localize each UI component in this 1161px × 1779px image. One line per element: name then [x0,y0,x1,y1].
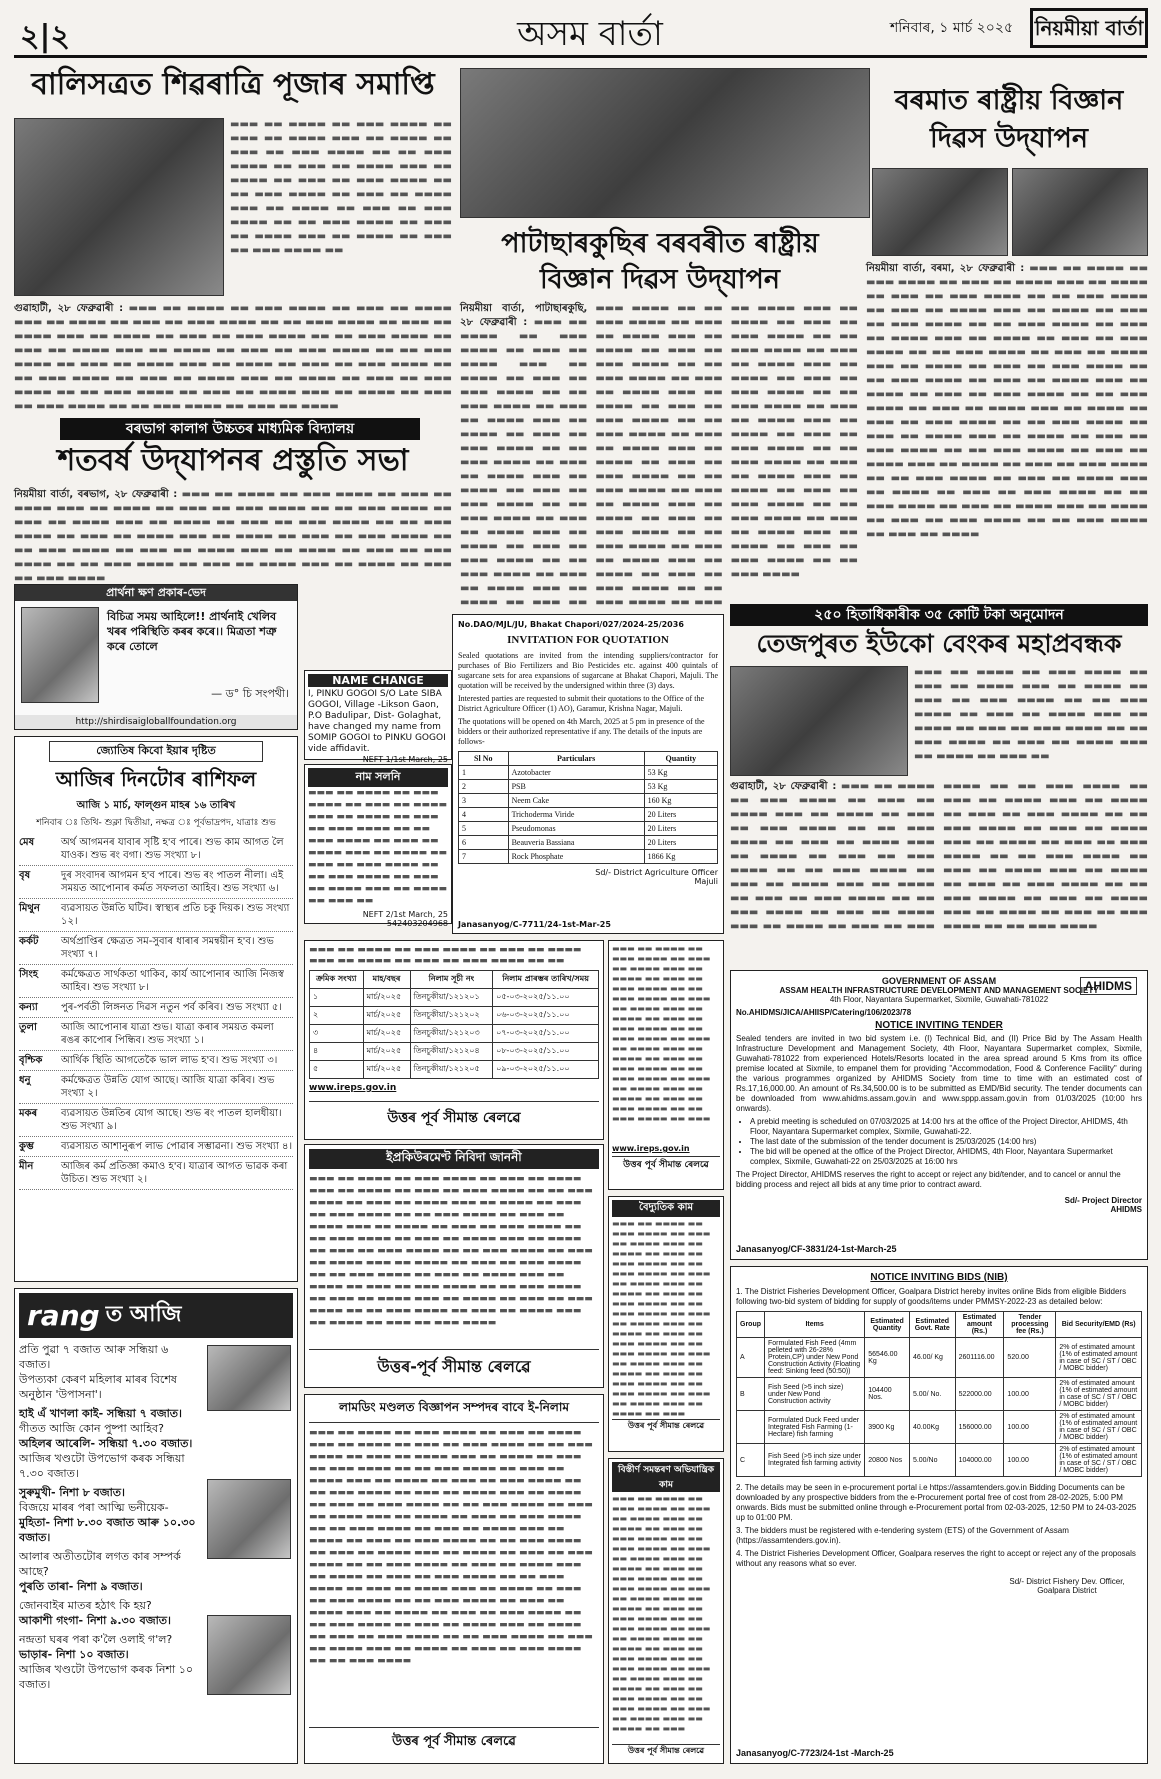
col-header: ক্ৰমিক সংখ্যা [310,971,364,989]
rang-header [19,1293,293,1338]
rang-line: পুৰতি তাৰা- নিশা ৯ বজাত। [19,1580,143,1593]
table-cell: ৫ [310,1061,364,1079]
col-header: Estimated amount (Rs.) [955,1312,1004,1338]
rashi-text: কৰ্মক্ষেত্ৰত উন্নতি যোগ আছে। আজি যাত্ৰা কৰিব। শুভ সংখ্যা ২। [61,1075,275,1099]
rail4-title: উত্তৰ পূৰ্ব সীমান্ত ৰেলৱে [612,1156,720,1172]
rashi-row [19,998,293,1018]
table-cell: তিনচুকীয়া/১২১২০৪ [410,1043,493,1061]
table-cell: ০৬-০৩-২০২৫/১১.০০ [493,1007,599,1025]
name-change-box [304,670,452,764]
ahidms-ref: No.AHIDMS/JICA/AHIISP/Catering/106/2023/78 [736,1008,912,1017]
memorial-header: প্ৰাৰ্থনা ক্ষণ প্ৰকাৰ-ভেদ [15,585,297,601]
rang-line: অহিলৰ আৰেলি- সন্ধিয়া ৭.৩০ বজাত। [19,1437,193,1450]
rashifal-title: আজিৰ দিনটোৰ ৰাশিফল [55,767,257,791]
table-row [459,850,718,864]
rashifal-date: আজি ১ মাৰ্চ, ফাল্গুন মাহৰ ১৬ তাৰিখ [76,800,236,811]
table-cell: 5 [459,822,509,836]
table-cell: 4 [459,808,509,822]
table-cell: ২ [310,1007,364,1025]
rang-logo: rang [27,1299,100,1332]
table-row [310,1007,599,1025]
table-cell: মাৰ্চ/২০২৫ [363,1025,410,1043]
rashifal-list [19,833,293,1190]
rashi-name: বৃশ্চিক [19,1055,43,1066]
rail6-title: বিস্তীৰ্ণ সমন্তৰণ অভিযান্ত্ৰিক কাম [612,1462,720,1492]
rashi-row [19,932,293,965]
story5-headline: তেজপুৰত ইউকো বেংকৰ মহাপ্ৰবন্ধক [756,629,1122,658]
table-row [459,808,718,822]
table-cell: 2% of estimated amount (1% of estimated amount in case of SC / ST / OBC / MOBC bidder) [1056,1338,1142,1378]
rail1-table [309,970,599,1079]
table-row [459,822,718,836]
table-cell: 20 Liters [644,808,717,822]
col-header: Group [737,1312,765,1338]
table-cell: 100.00 [1004,1444,1056,1477]
invitation-sign: Sd/- District Agriculture Officer Majuli [595,868,718,886]
ahidms-sign: Sd/- Project Director AHIDMS [1064,1196,1142,1214]
story4-photo-2 [1012,168,1148,256]
header-rule [14,55,1147,58]
table-row [737,1411,1142,1444]
memorial-quote: বিচিত্ৰ সময় আহিলে!! প্ৰাৰ্থনাই খেলিব খৰৰ পৰিস্থিতি কৰৰ কৰে।। মিত্ৰতা শত্ৰু কৰে তোলে [107,610,277,653]
story4-body [866,262,1148,600]
name-change2-title: নাম সলনি [308,768,448,787]
rashi-text: দুৰ সংবাদৰ আগমন হ'ব পাৰে। শুভ ৰং পাতল নীলা। এই সময়ত আপোনাৰ কৰ্মত সফলতা আহিব। শুভ সংখ্যা ৬। [61,870,284,894]
story1-text-right [230,118,452,296]
rail3-title: লামডিং মণ্ডলত বিজ্ঞাপন সম্পদৰ বাবে ই-নিলাম [309,1399,599,1423]
nib-janasanyog: Janasanyog/C-7723/24-1st -March-25 [736,1748,894,1758]
table-cell: তিনচুকীয়া/১২১২০৫ [410,1061,493,1079]
rashifal-kicker: জ্যোতিষ কিবো ইয়াৰ দৃষ্টিত [49,741,263,762]
memorial-portrait [21,607,99,703]
table-cell: মাৰ্চ/২০২৫ [363,989,410,1007]
rang-promo-image-1 [207,1345,291,1411]
col-header: Tender processing fee (Rs.) [1004,1312,1056,1338]
rashi-text: অৰ্থ আগমনৰ যাবাৰ সৃষ্টি হ'ব পাৰে। শুভ কাম আগত লৈ যাওক। শুভ ৰং বগা। শুভ সংখ্যা ৮। [61,837,284,861]
table-cell: 2 [459,780,509,794]
col-header: Particulars [508,752,644,766]
rang-schedule [19,1342,201,1692]
rail3-footer: উত্তৰ পূৰ্ব সীমান্ত ৰেলৱে [309,1727,599,1753]
story2-headline: শতবৰ্ষ উদ্‌যাপনৰ প্ৰস্তুতি সভা [57,443,409,478]
rashi-row [19,1071,293,1104]
table-cell: 3 [459,794,509,808]
table-row [737,1378,1142,1411]
story1-dateline: গুৱাহাটী, ২৮ ফেব্ৰুৱাৰী : [14,303,124,314]
table-cell: 104000.00 [955,1444,1004,1477]
table-cell: 1866 Kg [644,850,717,864]
story2-dateline: নিয়মীয়া বাৰ্তা, বৰভাগ, ২৮ ফেব্ৰুৱাৰী : [14,489,178,500]
table-cell: 5.00/No [909,1444,955,1477]
table-cell: মাৰ্চ/২০২৫ [363,1043,410,1061]
rail1-box [304,940,604,1140]
story1-headline: বালিসত্ৰত শিৱৰাত্ৰি পূজাৰ সমাপ্তি [31,67,435,102]
rail3-box [304,1394,604,1764]
table-cell: 20800 Nos [865,1444,910,1477]
rail3-body: ▬▬▬ ▬▬ ▬▬▬▬ ▬▬ ▬▬▬ ▬▬▬▬ ▬▬ ▬▬▬ ▬▬ ▬▬▬▬ ▬▬▬ ▬▬ ▬▬▬▬ ▬▬ ▬▬▬ ▬▬ ▬▬▬ ▬▬▬▬ ▬▬ ▬▬ ▬▬▬ ▬▬▬▬ ▬▬ ▬▬▬ ▬▬ ▬▬▬▬ ▬▬▬ ▬▬ ▬▬▬▬ ▬▬ ▬▬▬ ▬▬ ▬▬▬ ▬▬▬▬ ▬▬ ▬▬ ▬▬▬ ▬▬▬▬ ▬▬ ▬▬▬ ▬▬ ▬▬▬▬ ▬▬▬ ▬▬ ▬▬▬▬ ▬▬ ▬▬▬ ▬▬ ▬▬▬ ▬▬▬▬ ▬▬ ▬▬ ▬▬▬ ▬▬▬▬ ▬▬ ▬▬▬ ▬▬ ▬▬▬▬ ▬▬▬ ▬▬ ▬▬▬▬ ▬▬ ▬▬▬ ▬▬ ▬▬▬ ▬▬▬▬ ▬▬ ▬▬ ▬▬▬ ▬▬▬▬ ▬▬ ▬▬▬ ▬▬ ▬▬▬▬ ▬▬▬ ▬▬ ▬▬▬▬ ▬▬ ▬▬▬ ▬▬ ▬▬▬ ▬▬▬▬ ▬▬ ▬▬ ▬▬▬ ▬▬▬▬ ▬▬ ▬▬▬ ▬▬ ▬▬▬▬ ▬▬▬ ▬▬ ▬▬▬▬ ▬▬ ▬▬▬ ▬▬ ▬▬▬ ▬▬▬▬ ▬▬ ▬▬ ▬▬▬ ▬▬▬▬ ▬▬ ▬▬▬ ▬▬ ▬▬▬▬ ▬▬▬ ▬▬ ▬▬▬▬ ▬▬ ▬▬▬ ▬▬ ▬▬▬ ▬▬▬▬ ▬▬ ▬▬ ▬▬▬ ▬▬▬▬ ▬▬ ▬▬▬ ▬▬ ▬▬▬▬ ▬▬▬ ▬▬ ▬▬▬▬ ▬▬ ▬▬▬ ▬▬ ▬▬▬ ▬▬▬▬ ▬▬ ▬▬ ▬▬▬ ▬▬▬▬ ▬▬ ▬▬▬ ▬▬ ▬▬▬▬ ▬▬▬ ▬▬ ▬▬▬▬ ▬▬ ▬▬▬ ▬▬ ▬▬▬ ▬▬▬▬ ▬▬ ▬▬ ▬▬▬ ▬▬▬▬ ▬▬ ▬▬▬ ▬▬ ▬▬▬▬ ▬▬▬ ▬▬ ▬▬▬▬ ▬▬ ▬▬▬ ▬▬ ▬▬▬ ▬▬▬▬ ▬▬ ▬▬ ▬▬▬ ▬▬▬▬ ▬▬ ▬▬▬ ▬▬ ▬▬▬▬ ▬▬▬ ▬▬ ▬▬▬▬ ▬▬ ▬▬▬ ▬▬ ▬▬▬ ▬▬▬▬ ▬▬ ▬▬ ▬▬▬ ▬▬▬▬ ▬▬ ▬▬▬ ▬▬ ▬▬▬▬ ▬▬▬ ▬▬ ▬▬▬▬ ▬▬ ▬▬▬ ▬▬ ▬▬▬ ▬▬▬▬ ▬▬ ▬▬ ▬▬▬ ▬▬▬▬ [309,1428,593,1666]
rashi-row [19,866,293,899]
rang-promo-image-3 [207,1615,291,1695]
story5-filler-top: ▬▬▬ ▬▬ ▬▬▬▬ ▬▬ ▬▬▬ ▬▬▬▬ ▬▬ ▬▬▬ ▬▬ ▬▬▬▬ ▬▬▬ ▬▬ ▬▬▬▬ ▬▬ ▬▬▬ ▬▬ ▬▬▬ ▬▬▬▬ ▬▬ ▬▬ ▬▬▬ ▬▬▬▬ ▬▬ ▬▬▬ ▬▬ ▬▬▬▬ ▬▬▬ ▬▬ ▬▬▬▬ ▬▬ ▬▬▬ ▬▬ ▬▬▬ ▬▬▬▬ ▬▬ ▬▬ ▬▬▬ ▬▬▬▬ ▬▬ ▬▬▬ ▬▬ ▬▬▬▬ ▬▬▬ ▬▬ ▬▬▬▬ ▬▬ ▬▬▬ ▬▬ [914,667,1148,762]
table-row [310,1061,599,1079]
rashi-name: মীন [19,1161,34,1172]
table-cell: Fish Seed (>5 inch size) under New Pond Construction activity [765,1378,865,1411]
rashi-name: কন্যা [19,1002,38,1013]
table-cell: C [737,1444,765,1477]
story4-headline: বৰমাত ৰাষ্ট্ৰীয় বিজ্ঞান দিৱস উদ্‌যাপন [894,85,1124,154]
rang-line: সুৰুমুখী- নিশা ৮ বজাত। [19,1486,125,1499]
table-cell: 2% of estimated amount (1% of estimated amount in case of SC / ST / OBC / MOBC bidder) [1056,1444,1142,1477]
story3-dateline: নিয়মীয়া বাৰ্তা, পাটাছাৰকুছি, ২৮ ফেব্ৰুৱাৰী : [460,303,588,328]
table-cell: 522000.00 [955,1378,1004,1411]
rashi-name: কুম্ভ [19,1141,34,1152]
table-cell: ৪ [310,1043,364,1061]
name-change-text: I, PINKU GOGOI S/O Late SIBA GOGOI, Village -Likson Gaon, P.O Badulipar, Dist- Golaghat, have changed my name from SOMIP GOGOI to PINKU GOGOI vide affidavit. [308,689,446,754]
table-cell: Rock Phosphate [508,850,644,864]
col-header: নিলাম সূচী নং [410,971,493,989]
table-cell: Azotobacter [508,766,644,780]
rang-line: হাই এঁ খাণলা কাই- সন্ধিয়া ৭ বজাত। [19,1407,182,1420]
table-cell: 20 Liters [644,836,717,850]
table-cell: 1 [459,766,509,780]
table-cell: 56546.00 Kg [865,1338,910,1378]
rashifal-date2: শনিবাৰ ঃ তিথি- শুক্লা দ্বিতীয়া, নক্ষত্ৰ ঃ পূৰ্বভাদ্ৰপদ, যাত্ৰাঃ শুভ [36,818,276,828]
rang-line: গীতত আজি কোন পুষ্পা আহিব? [19,1422,164,1435]
table-cell: তিনচুকীয়া/১২১২০১ [410,989,493,1007]
ahidms-org3: 4th Floor, Nayantara Supermarket, Sixmile, Guwahati-781022 [829,995,1049,1004]
page-number: ২|২ [20,19,70,54]
story1-filler: ▬▬▬ ▬▬ ▬▬▬▬ ▬▬ ▬▬▬ ▬▬▬▬ ▬▬ ▬▬▬ ▬▬ ▬▬▬▬ ▬▬▬ ▬▬ ▬▬▬▬ ▬▬ ▬▬▬ ▬▬ ▬▬▬ ▬▬▬▬ ▬▬ ▬▬ ▬▬▬ ▬▬▬▬ ▬▬ ▬▬▬ ▬▬ ▬▬▬▬ ▬▬▬ ▬▬ ▬▬▬▬ ▬▬ ▬▬▬ ▬▬ ▬▬▬ ▬▬▬▬ ▬▬ ▬▬ ▬▬▬ ▬▬▬▬ ▬▬ ▬▬▬ ▬▬ ▬▬▬▬ ▬▬▬ ▬▬ ▬▬▬▬ ▬▬ ▬▬▬ ▬▬ ▬▬▬ ▬▬▬▬ ▬▬ ▬▬ ▬▬▬ ▬▬▬▬ ▬▬ ▬▬▬ ▬▬ ▬▬▬▬ ▬▬▬ ▬▬ ▬▬▬▬ ▬▬ ▬▬▬ ▬▬ ▬▬▬ ▬▬▬▬ ▬▬ [230,119,452,256]
col-header: Sl No [459,752,509,766]
rang-promo-image-2 [207,1479,291,1559]
rashi-row [19,833,293,866]
rail4-site[interactable]: www.ireps.gov.in [612,1144,690,1153]
story3-headline: পাটাছাৰকুছিৰ বৰবৰীত ৰাষ্ট্ৰীয় বিজ্ঞান দিৱস উদ্‌যাপন [501,228,819,295]
ahidms-bullet: • The last date of the submission of the tender document is 25/03/2025 (14:00 hrs) [750,1137,1142,1147]
table-cell: 156000.00 [955,1411,1004,1444]
table-row [310,1025,599,1043]
ahidms-bullet: • A prebid meeting is scheduled on 07/03/2025 at 14:00 hrs at the office of the Project Director, AHIDMS, 4th Floor, Nayantara Supermarket complex, Sixmile, Guwahati-22. [750,1117,1142,1137]
rashi-name: মকৰ [19,1108,38,1119]
story3-filler: ▬▬▬ ▬▬ ▬▬▬▬ ▬▬ ▬▬▬ ▬▬▬▬ ▬▬ ▬▬▬ ▬▬ ▬▬▬▬ ▬▬▬ ▬▬ ▬▬▬▬ ▬▬ ▬▬▬ ▬▬ ▬▬▬ ▬▬▬▬ ▬▬ ▬▬ ▬▬▬ ▬▬▬▬ ▬▬ ▬▬▬ ▬▬ ▬▬▬▬ ▬▬▬ ▬▬ ▬▬▬▬ ▬▬ ▬▬▬ ▬▬ ▬▬▬ ▬▬▬▬ ▬▬ ▬▬ ▬▬▬ ▬▬▬▬ ▬▬ ▬▬▬ ▬▬ ▬▬▬▬ ▬▬▬ ▬▬ ▬▬▬▬ ▬▬ ▬▬▬ ▬▬ ▬▬▬ ▬▬▬▬ ▬▬ ▬▬ ▬▬▬ ▬▬▬▬ ▬▬ ▬▬▬ ▬▬ ▬▬▬▬ ▬▬▬ ▬▬ ▬▬▬▬ ▬▬ ▬▬▬ ▬▬ ▬▬▬ ▬▬▬▬ ▬▬ ▬▬ ▬▬▬ ▬▬▬▬ ▬▬ ▬▬▬ ▬▬ ▬▬▬▬ ▬▬▬ ▬▬ ▬▬▬▬ ▬▬ ▬▬▬ ▬▬ ▬▬▬ ▬▬▬▬ ▬▬ ▬▬ ▬▬▬ ▬▬▬▬ ▬▬ ▬▬▬ ▬▬ ▬▬▬▬ ▬▬▬ ▬▬ ▬▬▬▬ ▬▬ ▬▬▬ ▬▬ ▬▬▬ ▬▬▬▬ ▬▬ ▬▬ ▬▬▬ ▬▬▬▬ ▬▬ ▬▬▬ ▬▬ ▬▬▬▬ ▬▬▬ ▬▬ ▬▬▬▬ ▬▬ ▬▬▬ ▬▬ ▬▬▬ ▬▬▬▬ ▬▬ ▬▬ ▬▬▬ ▬▬▬▬ ▬▬ ▬▬▬ ▬▬ ▬▬▬▬ ▬▬▬ ▬▬ ▬▬▬▬ ▬▬ ▬▬▬ ▬▬ ▬▬▬ ▬▬▬▬ ▬▬ ▬▬ ▬▬▬ ▬▬▬▬ ▬▬ ▬▬▬ ▬▬ ▬▬▬▬ ▬▬▬ ▬▬ ▬▬▬▬ ▬▬ ▬▬▬ ▬▬ ▬▬▬ ▬▬▬▬ ▬▬ ▬▬ ▬▬▬ ▬▬▬▬ ▬▬ ▬▬▬ ▬▬ ▬▬▬▬ ▬▬▬ ▬▬ ▬▬▬▬ ▬▬ ▬▬▬ ▬▬ ▬▬▬ ▬▬▬▬ ▬▬ ▬▬ ▬▬▬ ▬▬▬▬ ▬▬ ▬▬▬ ▬▬ ▬▬▬▬ ▬▬▬ ▬▬ ▬▬▬▬ ▬▬ ▬▬▬ ▬▬ ▬▬▬ ▬▬▬▬ ▬▬ ▬▬ ▬▬▬ ▬▬▬▬ ▬▬ ▬▬▬ ▬▬ ▬▬▬▬ ▬▬▬ ▬▬ ▬▬▬▬ ▬▬ ▬▬▬ ▬▬ ▬▬▬ ▬▬▬▬ ▬▬ ▬▬ ▬▬▬ ▬▬▬▬ ▬▬ ▬▬▬ ▬▬ ▬▬▬▬ ▬▬▬ ▬▬ ▬▬▬▬ ▬▬ ▬▬▬ ▬▬ ▬▬▬ ▬▬▬▬ ▬▬ ▬▬ ▬▬▬ ▬▬▬▬ ▬▬ ▬▬▬ ▬▬ ▬▬▬▬ ▬▬▬ ▬▬ ▬▬▬▬ ▬▬ ▬▬▬ ▬▬ ▬▬▬ ▬▬▬▬ ▬▬ ▬▬ ▬▬▬ ▬▬▬▬ ▬▬ ▬▬▬ ▬▬ ▬▬▬▬ ▬▬▬ ▬▬ ▬▬▬▬ ▬▬ ▬▬▬ ▬▬ ▬▬▬ ▬▬▬▬ ▬▬ ▬▬ ▬▬▬ ▬▬▬▬ [460,303,858,608]
ahidms-title: NOTICE INVITING TENDER [875,1020,1003,1031]
table-row [459,780,718,794]
nib-table-header [737,1312,1142,1338]
rashi-row [19,1157,293,1190]
story4-photo-1 [872,168,1008,256]
nib-sign: Sd/- District Fishery Dev. Officer, Goalpara District [1009,1577,1125,1595]
table-cell: Beauveria Bassiana [508,836,644,850]
table-cell: B [737,1378,765,1411]
brand-logo: নিয়মীয়া বাৰ্তা [1030,8,1148,48]
name-change2-box [304,764,452,928]
story5-body-lower [730,780,1148,966]
table-cell: 3900 Kg [865,1411,910,1444]
ahidms-org1: GOVERNMENT OF ASSAM [881,976,997,986]
rang-line: উপত্যকা কেৰণ মহিলাৰ মাৰৰ বিশেষ অনুষ্ঠান 'উপাসনা'। [19,1373,177,1401]
rang-line: আলাৰ অতীতটোৰ লগত কাৰ সম্পৰ্ক আছে? [19,1550,181,1578]
story4-filler: ▬▬▬ ▬▬ ▬▬▬▬ ▬▬ ▬▬▬ ▬▬▬▬ ▬▬ ▬▬▬ ▬▬ ▬▬▬▬ ▬▬▬ ▬▬ ▬▬▬▬ ▬▬ ▬▬▬ ▬▬ ▬▬▬ ▬▬▬▬ ▬▬ ▬▬ ▬▬▬ ▬▬▬▬ ▬▬ ▬▬▬ ▬▬ ▬▬▬▬ ▬▬▬ ▬▬ ▬▬▬▬ ▬▬ ▬▬▬ ▬▬ ▬▬▬ ▬▬▬▬ ▬▬ ▬▬ ▬▬▬ ▬▬▬▬ ▬▬ ▬▬▬ ▬▬ ▬▬▬▬ ▬▬▬ ▬▬ ▬▬▬▬ ▬▬ ▬▬▬ ▬▬ ▬▬▬ ▬▬▬▬ ▬▬ ▬▬ ▬▬▬ ▬▬▬▬ ▬▬ ▬▬▬ ▬▬ ▬▬▬▬ ▬▬▬ ▬▬ ▬▬▬▬ ▬▬ ▬▬▬ ▬▬ ▬▬▬ ▬▬▬▬ ▬▬ ▬▬ ▬▬▬ ▬▬▬▬ ▬▬ ▬▬▬ ▬▬ ▬▬▬▬ ▬▬▬ ▬▬ ▬▬▬▬ ▬▬ ▬▬▬ ▬▬ ▬▬▬ ▬▬▬▬ ▬▬ ▬▬ ▬▬▬ ▬▬▬▬ ▬▬ ▬▬▬ ▬▬ ▬▬▬▬ ▬▬▬ ▬▬ ▬▬▬▬ ▬▬ ▬▬▬ ▬▬ ▬▬▬ ▬▬▬▬ ▬▬ ▬▬ ▬▬▬ ▬▬▬▬ ▬▬ ▬▬▬ ▬▬ ▬▬▬▬ ▬▬▬ ▬▬ ▬▬▬▬ ▬▬ ▬▬▬ ▬▬ ▬▬▬ ▬▬▬▬ ▬▬ ▬▬ ▬▬▬ ▬▬▬▬ ▬▬ ▬▬▬ ▬▬ ▬▬▬▬ ▬▬▬ ▬▬ ▬▬▬▬ ▬▬ ▬▬▬ ▬▬ ▬▬▬ ▬▬▬▬ ▬▬ ▬▬ ▬▬▬ ▬▬▬▬ ▬▬ ▬▬▬ ▬▬ ▬▬▬▬ ▬▬▬ ▬▬ ▬▬▬▬ ▬▬ ▬▬▬ ▬▬ ▬▬▬ ▬▬▬▬ ▬▬ ▬▬ ▬▬▬ ▬▬▬▬ ▬▬ ▬▬▬ ▬▬ ▬▬▬▬ ▬▬▬ ▬▬ ▬▬▬▬ ▬▬ ▬▬▬ ▬▬ ▬▬▬ ▬▬▬▬ ▬▬ ▬▬ ▬▬▬ ▬▬▬▬ ▬▬ ▬▬▬ ▬▬ ▬▬▬▬ [866,263,1149,540]
nib-box [730,1266,1148,1764]
table-cell: 53 Kg [644,766,717,780]
invitation-janasanyog: Janasanyog/C-7711/24-1st-Mar-25 [458,920,611,929]
ahidms-org2: ASSAM HEALTH INFRASTRUCTURE DEVELOPMENT AND MANAGEMENT SOCIETY [779,986,1099,995]
invitation-body3: The quotations will be opened on 4th March, 2025 at 5 pm in presence of the bidders or their authorized representative if any. The details of the inputs are follows- [458,717,705,746]
rashi-text: ব্যৱসায়ত উন্নতিৰ যোগ আছে। শুভ ৰং পাতল হালধীয়া। শুভ সংখ্যা ৯। [61,1108,282,1132]
table-cell: 2601116.00 [955,1338,1004,1378]
rail5-body: ▬▬▬ ▬▬ ▬▬▬▬ ▬▬ ▬▬▬ ▬▬▬▬ ▬▬ ▬▬▬ ▬▬ ▬▬▬▬ ▬▬▬ ▬▬ ▬▬▬▬ ▬▬ ▬▬▬ ▬▬ ▬▬▬ ▬▬▬▬ ▬▬ ▬▬ ▬▬▬ ▬▬▬▬ ▬▬ ▬▬▬ ▬▬ ▬▬▬▬ ▬▬▬ ▬▬ ▬▬▬▬ ▬▬ ▬▬▬ ▬▬ ▬▬▬ ▬▬▬▬ ▬▬ ▬▬ ▬▬▬ ▬▬▬▬ ▬▬ ▬▬▬ ▬▬ ▬▬▬▬ ▬▬▬ ▬▬ ▬▬▬▬ ▬▬ ▬▬▬ ▬▬ ▬▬▬ ▬▬▬▬ ▬▬ ▬▬ ▬▬▬ ▬▬▬▬ ▬▬ ▬▬▬ ▬▬ ▬▬▬▬ ▬▬▬ ▬▬ ▬▬▬▬ ▬▬ ▬▬▬ ▬▬ ▬▬▬ ▬▬▬▬ ▬▬ ▬▬ ▬▬▬ ▬▬▬▬ ▬▬ ▬▬▬ ▬▬ ▬▬▬▬ ▬▬▬ ▬▬ ▬▬▬▬ ▬▬ ▬▬▬ [612,1219,711,1418]
rail5-footer: উত্তৰ পূৰ্ব সীমান্ত ৰেলৱে [612,1419,720,1433]
table-cell: 104400 Nos. [865,1378,910,1411]
table-cell: 6 [459,836,509,850]
name-change-title: NAME CHANGE [308,674,448,687]
story4-dateline: নিয়মীয়া বাৰ্তা, বৰমা, ২৮ ফেব্ৰুৱাৰী : [866,263,1025,274]
memorial-signature: — ড° চি সংপথী। [211,687,289,700]
rashi-row [19,1051,293,1071]
rail1-site[interactable]: www.ireps.gov.in [309,1083,397,1093]
rail2-title: ইপ্ৰকিউৰমেণ্ট নিবিদা জাননী [309,1149,599,1169]
table-cell: ০৫-০৩-২০২৫/১১.০০ [493,989,599,1007]
table-cell: A [737,1338,765,1378]
invitation-body2: Interested parties are requested to submit their quotations to the Office of the District Agriculture Officer (1) AO), Garamur, Krishna Nagar, Majuli. [458,694,704,713]
table-cell: ০৭-০৩-২০২৫/১১.০০ [493,1025,599,1043]
nib-title: NOTICE INVITING BIDS (NIB) [870,1272,1008,1283]
rashi-text: ব্যৱসায়ত উন্নতি ঘটিব। স্বাস্থ্যৰ প্ৰতি চকু দিয়ক। শুভ সংখ্যা ১২। [61,903,290,927]
rashi-name: সিংহ [19,969,39,980]
name-change2-filler: ▬▬▬ ▬▬ ▬▬▬▬ ▬▬ ▬▬▬ ▬▬▬▬ ▬▬ ▬▬▬ ▬▬ ▬▬▬▬ ▬▬▬ ▬▬ ▬▬▬▬ ▬▬ ▬▬▬ ▬▬ ▬▬▬ ▬▬▬▬ ▬▬ ▬▬ ▬▬▬ ▬▬▬▬ ▬▬ ▬▬▬ ▬▬ ▬▬▬▬ ▬▬▬ ▬▬ ▬▬▬▬ ▬▬ ▬▬▬ ▬▬ ▬▬▬ ▬▬▬▬ ▬▬ ▬▬ ▬▬▬ ▬▬▬▬ ▬▬ ▬▬▬ ▬▬ ▬▬▬▬ ▬▬▬ ▬▬ ▬▬▬▬ ▬▬ ▬▬▬ ▬▬ [308,788,447,906]
story5-filler: ▬▬▬ ▬▬ ▬▬▬▬ ▬▬ ▬▬▬ ▬▬▬▬ ▬▬ ▬▬▬ ▬▬ ▬▬▬▬ ▬▬▬ ▬▬ ▬▬▬▬ ▬▬ ▬▬▬ ▬▬ ▬▬▬ ▬▬▬▬ ▬▬ ▬▬ ▬▬▬ ▬▬▬▬ ▬▬ ▬▬▬ ▬▬ ▬▬▬▬ ▬▬▬ ▬▬ ▬▬▬▬ ▬▬ ▬▬▬ ▬▬ ▬▬▬ ▬▬▬▬ ▬▬ ▬▬ ▬▬▬ ▬▬▬▬ ▬▬ ▬▬▬ ▬▬ ▬▬▬▬ ▬▬▬ ▬▬ ▬▬▬▬ ▬▬ ▬▬▬ ▬▬ ▬▬▬ ▬▬▬▬ ▬▬ ▬▬ ▬▬▬ ▬▬▬▬ ▬▬ ▬▬▬ ▬▬ ▬▬▬▬ ▬▬▬ ▬▬ ▬▬▬▬ ▬▬ ▬▬▬ ▬▬ ▬▬▬ ▬▬▬▬ ▬▬ ▬▬ ▬▬▬ ▬▬▬▬ ▬▬ ▬▬▬ ▬▬ ▬▬▬▬ ▬▬▬ ▬▬ ▬▬▬▬ ▬▬ ▬▬▬ ▬▬ ▬▬▬ ▬▬▬▬ ▬▬ ▬▬ ▬▬▬ ▬▬▬▬ ▬▬ ▬▬▬ ▬▬ ▬▬▬▬ ▬▬▬ ▬▬ ▬▬▬▬ ▬▬ ▬▬▬ ▬▬ ▬▬▬ ▬▬▬▬ ▬▬ ▬▬ ▬▬▬ ▬▬▬▬ ▬▬ ▬▬▬ ▬▬ ▬▬▬▬ ▬▬▬ ▬▬ ▬▬▬▬ ▬▬ ▬▬▬ ▬▬ ▬▬▬ ▬▬▬▬ ▬▬ ▬▬ ▬▬▬ ▬▬▬▬ ▬▬ ▬▬▬ ▬▬ ▬▬▬▬ ▬▬▬ ▬▬ ▬▬▬▬ ▬▬ ▬▬▬ ▬▬ ▬▬▬ ▬▬▬▬ ▬▬ ▬▬ ▬▬▬ ▬▬▬▬ [730,781,1148,932]
rashi-name: কৰ্কট [19,936,39,947]
table-row [737,1444,1142,1477]
rang-box [14,1288,298,1764]
rashi-name: ধনু [19,1075,31,1086]
rashifal-box [14,736,298,1282]
nib-note: 2. The details may be seen in e-procurement portal i.e https://assamtenders.gov.in Bidding Documents can be downloaded by any prospective bidders from the e-Procurement portal free of cost from 28-02-2025, 5:00 PM onwards. Bids must be submitted online through e-Procurement portal from 02-03-2025, 12:50 PM to 24-03-2025 up to 01:00 PM. [736,1483,1137,1522]
rashi-name: তুলা [19,1022,37,1033]
table-cell: মাৰ্চ/২০২৫ [363,1007,410,1025]
col-header: Estimated Govt. Rate [909,1312,955,1338]
story2-kicker: বৰভাগ কালাগ উচ্চতৰ মাধ্যমিক বিদ্যালয় [60,418,420,440]
table-cell: ০৮-০৩-২০২৫/১১.০০ [493,1043,599,1061]
rashi-text: আৰ্থিক স্থিতি আগতেকৈ ভাল লাভ হ'ব। শুভ সংখ্যা ৩। [61,1055,278,1066]
ahidms-bullet: • The bid will be opened at the office of the Project Director, AHIDMS, 4th Floor, Nayantara Supermarket complex, Sixmile, Guwahati-22 on 25/03/2025 at 16:00 hrs [750,1147,1142,1167]
rang-title: ত আজি [105,1302,182,1327]
story3-body [460,302,858,610]
rang-line: আকাশী গংগা- নিশা ৯.৩০ বজাত। [19,1614,171,1627]
col-header: মাহ/বছৰ [363,971,410,989]
table-cell: 53 Kg [644,780,717,794]
ahidms-bullets [750,1117,1142,1167]
rail1-title: উত্তৰ পূৰ্ব সীমান্ত ৰেলৱে [309,1101,599,1130]
table-row [310,989,599,1007]
rail4-box [608,940,724,1190]
rail5-box [608,1196,724,1452]
rashi-row [19,1104,293,1137]
invitation-table-header [459,752,718,766]
table-cell: Pseudomonas [508,822,644,836]
table-cell: 2% of estimated amount (1% of estimated amount in case of SC / ST / OBC / MOBC bidder) [1056,1378,1142,1411]
rail1-intro: ▬▬▬ ▬▬ ▬▬▬▬ ▬▬ ▬▬▬ ▬▬▬▬ ▬▬ ▬▬▬ ▬▬ ▬▬▬▬ ▬▬▬ ▬▬ ▬▬▬▬ ▬▬ ▬▬▬ ▬▬ ▬▬▬ ▬▬▬▬ ▬▬ ▬▬ [309,945,582,966]
rang-line: আজিৰ খণ্ডটো উপভোগ কৰক সন্ধিয়া ৭.৩০ বজাত। [19,1452,185,1480]
table-row [459,794,718,808]
table-cell: মাৰ্চ/২০২৫ [363,1061,410,1079]
invitation-ref: No.DAO/MJL/JU, Bhakat Chapori/027/2024-25/2036 [458,620,684,629]
ahidms-footer: The Project Director, AHIDMS reserves the right to accept or reject any bid/tender, and to cancel or annul the bidding process and reject all bids at any time prior to contract award. [736,1170,1121,1189]
rashi-name: মেষ [19,837,35,848]
nib-table [736,1311,1142,1477]
rashi-row [19,1137,293,1157]
nib-note: 4. The District Fisheries Development Officer, Goalpara reserves the right to accept or reject any of the proposals without any reasons what so ever. [736,1549,1136,1568]
col-header: Bid Security/EMD (Rs) [1056,1312,1142,1338]
table-cell: ০৯-০৩-২০২৫/১১.০০ [493,1061,599,1079]
nib-intro: 1. The District Fisheries Development Officer, Goalpara District hereby invites online Bids from eligible Bidders following two-bid system of bidding for supply of goods/items under PMMSY-2022-23 as detailed below: [736,1287,1127,1306]
memorial-box [14,584,298,730]
table-cell: PSB [508,780,644,794]
table-cell [737,1411,765,1444]
col-header: Items [765,1312,865,1338]
table-cell: 46.00/ Kg [909,1338,955,1378]
table-cell: Formulated Fish Feed (4mm pelleted with 26-28% Protein,CP) under New Pond Construction Activity (Floating feed: Sinking feed (50:50)) [765,1338,865,1378]
table-row [459,836,718,850]
invitation-table [458,751,718,864]
rang-line: নন্দ্ৰতা ঘৰৰ পৰা ক'লৈ ওলাই গ'ল? [19,1633,173,1646]
table-cell: তিনচুকীয়া/১২১২০২ [410,1007,493,1025]
table-cell: Neem Cake [508,794,644,808]
rang-line: আজিৰ খণ্ডটো উপভোগ কৰক নিশা ১০ বজাত। [19,1663,193,1691]
table-cell: 520.00 [1004,1338,1056,1378]
story1-body-filler: ▬▬▬ ▬▬ ▬▬▬▬ ▬▬ ▬▬▬ ▬▬▬▬ ▬▬ ▬▬▬ ▬▬ ▬▬▬▬ ▬▬▬ ▬▬ ▬▬▬▬ ▬▬ ▬▬▬ ▬▬ ▬▬▬ ▬▬▬▬ ▬▬ ▬▬ ▬▬▬ ▬▬▬▬ ▬▬ ▬▬▬ ▬▬ ▬▬▬▬ ▬▬▬ ▬▬ ▬▬▬▬ ▬▬ ▬▬▬ ▬▬ ▬▬▬ ▬▬▬▬ ▬▬ ▬▬ ▬▬▬ ▬▬▬▬ ▬▬ ▬▬▬ ▬▬ ▬▬▬▬ ▬▬▬ ▬▬ ▬▬▬▬ ▬▬ ▬▬▬ ▬▬ ▬▬▬ ▬▬▬▬ ▬▬ ▬▬ ▬▬▬ ▬▬▬▬ ▬▬ ▬▬▬ ▬▬ ▬▬▬▬ ▬▬▬ ▬▬ ▬▬▬▬ ▬▬ ▬▬▬ ▬▬ ▬▬▬ ▬▬▬▬ ▬▬ ▬▬ ▬▬▬ ▬▬▬▬ ▬▬ ▬▬▬ ▬▬ ▬▬▬▬ ▬▬▬ ▬▬ ▬▬▬▬ ▬▬ ▬▬▬ ▬▬ ▬▬▬ ▬▬▬▬ ▬▬ ▬▬ ▬▬▬ ▬▬▬▬ ▬▬ ▬▬▬ ▬▬ ▬▬▬▬ ▬▬▬ ▬▬ ▬▬▬▬ ▬▬ ▬▬▬ ▬▬ ▬▬▬ ▬▬▬▬ ▬▬ ▬▬ ▬▬▬ ▬▬▬▬ ▬▬ ▬▬▬ ▬▬ ▬▬▬▬ [14,303,452,412]
table-row [310,1043,599,1061]
rang-line: মুহিতা- নিশা ৮.৩০ বজাত আৰু ১০.৩০ বজাত। [19,1516,196,1544]
rashi-text: আজিৰ কৰ্ম প্ৰতিজ্ঞা কমাও হ'ব। যাত্ৰাৰ আগত ভাৱক কৰা উচিত। শুভ সংখ্যা ২। [61,1161,288,1185]
rashi-text: ব্যৱসায়ত আশানুৰূপ লাভ পোৱাৰ সম্ভাৱনা। শুভ সংখ্যা ৪। [61,1141,293,1152]
rang-line: বিজয়ে মাৰৰ পৰা আত্মি ভনীয়েক- [19,1501,169,1514]
table-cell: 100.00 [1004,1378,1056,1411]
rashi-text: পুৰ-পৰ্বতী লিঙ্গনত দিৱস নতুন পৰ্ব কৰিব। শুভ সংখ্যা ৫। [61,1002,282,1013]
rail2-box [304,1144,604,1388]
ahidms-body: Sealed tenders are invited in two bid system i.e. (I) Technical Bid, and (II) Price Bid by The Assam Health Infrastructure Development and Management Society, 4th Floor, Nayantara Supermarket complex, Sixmile, Guwahati-781022 from experienced Hotels/Resorts located in the area spread around 5 Kms from its office premise located at Sixmile, to empanel them for providing "Accommodation, Food & Conference Facility" during the various programmes organized by AHIDMS Society from time to time with an estimated cost of Rs.17,16,000.00. An amount of Rs.34,500.00 is to be submitted as EMD/Bid security. The tender documents can be downloaded from www.ahidms.assam.gov.in and www.sppp.assam.gov.in from 01/03/2025 (10:00 hrs onwards). [736,1034,1142,1113]
rail6-body: ▬▬▬ ▬▬ ▬▬▬▬ ▬▬ ▬▬▬ ▬▬▬▬ ▬▬ ▬▬▬ ▬▬ ▬▬▬▬ ▬▬▬ ▬▬ ▬▬▬▬ ▬▬ ▬▬▬ ▬▬ ▬▬▬ ▬▬▬▬ ▬▬ ▬▬ ▬▬▬ ▬▬▬▬ ▬▬ ▬▬▬ ▬▬ ▬▬▬▬ ▬▬▬ ▬▬ ▬▬▬▬ ▬▬ ▬▬▬ ▬▬ ▬▬▬ ▬▬▬▬ ▬▬ ▬▬ ▬▬▬ ▬▬▬▬ ▬▬ ▬▬▬ ▬▬ ▬▬▬▬ ▬▬▬ ▬▬ ▬▬▬▬ ▬▬ ▬▬▬ ▬▬ ▬▬▬ ▬▬▬▬ ▬▬ ▬▬ ▬▬▬ ▬▬▬▬ ▬▬ ▬▬▬ ▬▬ ▬▬▬▬ ▬▬▬ ▬▬ ▬▬▬▬ ▬▬ ▬▬▬ ▬▬ ▬▬▬ ▬▬▬▬ ▬▬ ▬▬ ▬▬▬ ▬▬▬▬ ▬▬ ▬▬▬ ▬▬ ▬▬▬▬ ▬▬▬ ▬▬ ▬▬▬▬ ▬▬ ▬▬▬ ▬▬ ▬▬▬ ▬▬▬▬ ▬▬ ▬▬ ▬▬▬ ▬▬▬▬ ▬▬ ▬▬▬ ▬▬ ▬▬▬▬ ▬▬▬ ▬▬ ▬▬▬▬ ▬▬ ▬▬▬ [612,1494,711,1733]
table-row [737,1338,1142,1378]
table-cell: 40.00Kg [909,1411,955,1444]
story5-kicker: ২৫০ হিতাধিকাৰীক ৩৫ কোটি টকা অনুমোদন [730,604,1148,626]
table-cell: 160 Kg [644,794,717,808]
issue-date: শনিবাৰ, ১ মাৰ্চ ২০২৫ [890,20,1014,36]
rashi-row [19,1018,293,1051]
table-cell: Trichoderma Viride [508,808,644,822]
col-header: Quantity [644,752,717,766]
story1-photo [14,118,224,296]
rail4-body: ▬▬▬ ▬▬ ▬▬▬▬ ▬▬ ▬▬▬ ▬▬▬▬ ▬▬ ▬▬▬ ▬▬ ▬▬▬▬ ▬▬▬ ▬▬ ▬▬▬▬ ▬▬ ▬▬▬ ▬▬ ▬▬▬ ▬▬▬▬ ▬▬ ▬▬ ▬▬▬ ▬▬▬▬ ▬▬ ▬▬▬ ▬▬ ▬▬▬▬ ▬▬▬ ▬▬ ▬▬▬▬ ▬▬ ▬▬▬ ▬▬ ▬▬▬ ▬▬▬▬ ▬▬ ▬▬ ▬▬▬ ▬▬▬▬ ▬▬ ▬▬▬ ▬▬ ▬▬▬▬ ▬▬▬ ▬▬ ▬▬▬▬ ▬▬ ▬▬▬ ▬▬ ▬▬▬ ▬▬▬▬ ▬▬ ▬▬ ▬▬▬ ▬▬▬▬ ▬▬ ▬▬▬ ▬▬ ▬▬▬▬ ▬▬▬ ▬▬ ▬▬▬▬ ▬▬ ▬▬▬ ▬▬ ▬▬▬ ▬▬▬▬ ▬▬ ▬▬ ▬▬▬ ▬▬▬▬ ▬▬ ▬▬▬ [612,944,711,1123]
story2-body [14,488,452,584]
story3-photo [460,68,870,218]
rashi-row [19,899,293,932]
story2-filler: ▬▬▬ ▬▬ ▬▬▬▬ ▬▬ ▬▬▬ ▬▬▬▬ ▬▬ ▬▬▬ ▬▬ ▬▬▬▬ ▬▬▬ ▬▬ ▬▬▬▬ ▬▬ ▬▬▬ ▬▬ ▬▬▬ ▬▬▬▬ ▬▬ ▬▬ ▬▬▬ ▬▬▬▬ ▬▬ ▬▬▬ ▬▬ ▬▬▬▬ ▬▬▬ ▬▬ ▬▬▬▬ ▬▬ ▬▬▬ ▬▬ ▬▬▬ ▬▬▬▬ ▬▬ ▬▬ ▬▬▬ ▬▬▬▬ ▬▬ ▬▬▬ ▬▬ ▬▬▬▬ ▬▬▬ ▬▬ ▬▬▬▬ ▬▬ ▬▬▬ ▬▬ ▬▬▬ ▬▬▬▬ ▬▬ ▬▬ ▬▬▬ ▬▬▬▬ ▬▬ ▬▬▬ ▬▬ ▬▬▬▬ ▬▬▬ ▬▬ ▬▬▬▬ ▬▬ ▬▬▬ ▬▬ ▬▬▬ ▬▬▬▬ ▬▬ ▬▬ ▬▬▬ ▬▬▬▬ ▬▬ ▬▬▬ ▬▬ ▬▬▬▬ ▬▬▬ ▬▬ ▬▬▬▬ ▬▬ ▬▬▬ ▬▬ ▬▬▬ ▬▬▬▬ [14,489,452,584]
ahidms-box [730,970,1148,1260]
rashi-name: মিথুন [19,903,40,914]
ahidms-janasanyog: Janasanyog/CF-3831/24-1st-March-25 [736,1244,897,1254]
table-cell: 100.00 [1004,1411,1056,1444]
ahidms-logo: AHIDMS [1080,977,1137,995]
name-change2-ref: NEFT 2/1st March, 25 542403204968 [362,910,448,928]
rail6-footer: উত্তৰ পূৰ্ব সীমান্ত ৰেলৱে [612,1744,720,1758]
rashi-text: অৰ্থপ্ৰাপ্তিৰ ক্ষেত্ৰত সম-সুবাৰ ধাৰাৰ সমন্বয়ীন হ'ব। শুভ সংখ্যা ৭। [61,936,274,960]
rashi-name: বৃষ [19,870,31,881]
col-header: নিলাম প্ৰাৰম্ভৰ তাৰিখ/সময় [493,971,599,989]
table-cell: 2% of estimated amount (1% of estimated amount in case of SC / ST / OBC / MOBC bidder) [1056,1411,1142,1444]
table-cell: 20 Liters [644,822,717,836]
table-cell: Fish Seed (>5 inch size under Integrated fish farming activity [765,1444,865,1477]
nib-note: 3. The bidders must be registered with e-tendering system (ETS) of the Government of Assam (https://assamtenders.gov.in). [736,1526,1069,1545]
table-cell: ১ [310,989,364,1007]
table-row [459,766,718,780]
page-section-title: অসম বাৰ্তা [517,14,663,54]
rang-line: ভাড়াৰ- নিশা ১০ বজাত। [19,1648,129,1661]
story1-body [14,302,452,414]
table-cell: 7 [459,850,509,864]
rang-line: জোনবাইৰ মাতৰ হঠাৎ কি হয়? [19,1599,152,1612]
memorial-footer[interactable]: http://shirdisaigloballfoundation.org [15,715,297,729]
col-header: Estimated Quantity [865,1312,910,1338]
rashi-text: কৰ্মক্ষেত্ৰত সাৰ্থকতা থাকিব, কাৰ্য আপোনাৰ আজি নিজস্ব আহিব। শুভ সংখ্যা ৮। [61,969,284,993]
table-cell: Formulated Duck Feed under Integrated Fish Farming (1-Hectare) fish farming [765,1411,865,1444]
story5-dateline: গুৱাহাটী, ২৮ ফেব্ৰুৱাৰী : [730,781,837,792]
rashi-text: আজি আপোনাৰ যাত্ৰা শুভ। যাত্ৰা কৰাৰ সময়ত কমলা ৰঙৰ কাপোৰ পিন্ধিব। শুভ সংখ্যা ১। [61,1022,274,1046]
rail6-box [608,1458,724,1764]
rail1-table-header [310,971,599,989]
rail2-footer: উত্তৰ-পূৰ্ব সীমান্ত ৰেলৱে [309,1349,599,1381]
nib-notes [736,1483,1142,1569]
invitation-box [452,614,724,934]
table-cell: 5.00/ No. [909,1378,955,1411]
rail2-body: ▬▬▬ ▬▬ ▬▬▬▬ ▬▬ ▬▬▬ ▬▬▬▬ ▬▬ ▬▬▬ ▬▬ ▬▬▬▬ ▬▬▬ ▬▬ ▬▬▬▬ ▬▬ ▬▬▬ ▬▬ ▬▬▬ ▬▬▬▬ ▬▬ ▬▬ ▬▬▬ ▬▬▬▬ ▬▬ ▬▬▬ ▬▬ ▬▬▬▬ ▬▬▬ ▬▬ ▬▬▬▬ ▬▬ ▬▬▬ ▬▬ ▬▬▬ ▬▬▬▬ ▬▬ ▬▬ ▬▬▬ ▬▬▬▬ ▬▬ ▬▬▬ ▬▬ ▬▬▬▬ ▬▬▬ ▬▬ ▬▬▬▬ ▬▬ ▬▬▬ ▬▬ ▬▬▬ ▬▬▬▬ ▬▬ ▬▬ ▬▬▬ ▬▬▬▬ ▬▬ ▬▬▬ ▬▬ ▬▬▬▬ ▬▬▬ ▬▬ ▬▬▬▬ ▬▬ ▬▬▬ ▬▬ ▬▬▬ ▬▬▬▬ ▬▬ ▬▬ ▬▬▬ ▬▬▬▬ ▬▬ ▬▬▬ ▬▬ ▬▬▬▬ ▬▬▬ ▬▬ ▬▬▬▬ ▬▬ ▬▬▬ ▬▬ ▬▬▬ ▬▬▬▬ ▬▬ ▬▬ ▬▬▬ ▬▬▬▬ ▬▬ ▬▬▬ ▬▬ ▬▬▬▬ ▬▬▬ ▬▬ ▬▬▬▬ ▬▬ ▬▬▬ ▬▬ ▬▬▬ ▬▬▬▬ ▬▬ ▬▬ ▬▬▬ ▬▬▬▬ ▬▬ ▬▬▬ ▬▬ ▬▬▬▬ ▬▬▬ ▬▬ ▬▬▬▬ ▬▬ ▬▬▬ ▬▬ ▬▬▬ ▬▬▬▬ ▬▬ ▬▬ ▬▬▬ ▬▬▬▬ ▬▬ ▬▬▬ ▬▬ ▬▬▬▬ ▬▬▬ ▬▬ ▬▬▬▬ ▬▬ ▬▬▬ ▬▬ ▬▬▬ ▬▬▬▬ [309,1174,593,1328]
rail5-title: বৈদ্যুতিক কাম [612,1200,720,1217]
rang-line: প্ৰতি পুৱা ৭ বজাত আৰু সন্ধিয়া ৬ বজাত। [19,1343,169,1371]
invitation-body: Sealed quotations are invited from the intending suppliers/contractor for purchases of Bio Fertilizers and Bio Pesticides etc. against 400 quintals of sugarcane sets for area expansions of sugarcane at Bhakat Chapori, Majuli. The quotation will be received by the undersigned within three (3) days. [458,651,718,690]
invitation-title: INVITATION FOR QUOTATION [507,634,669,646]
table-cell: ৩ [310,1025,364,1043]
rashi-row [19,965,293,998]
table-cell: তিনচুকীয়া/১২১২০৩ [410,1025,493,1043]
name-change-ref: NEFT 1/1st March, 25 [362,755,448,764]
